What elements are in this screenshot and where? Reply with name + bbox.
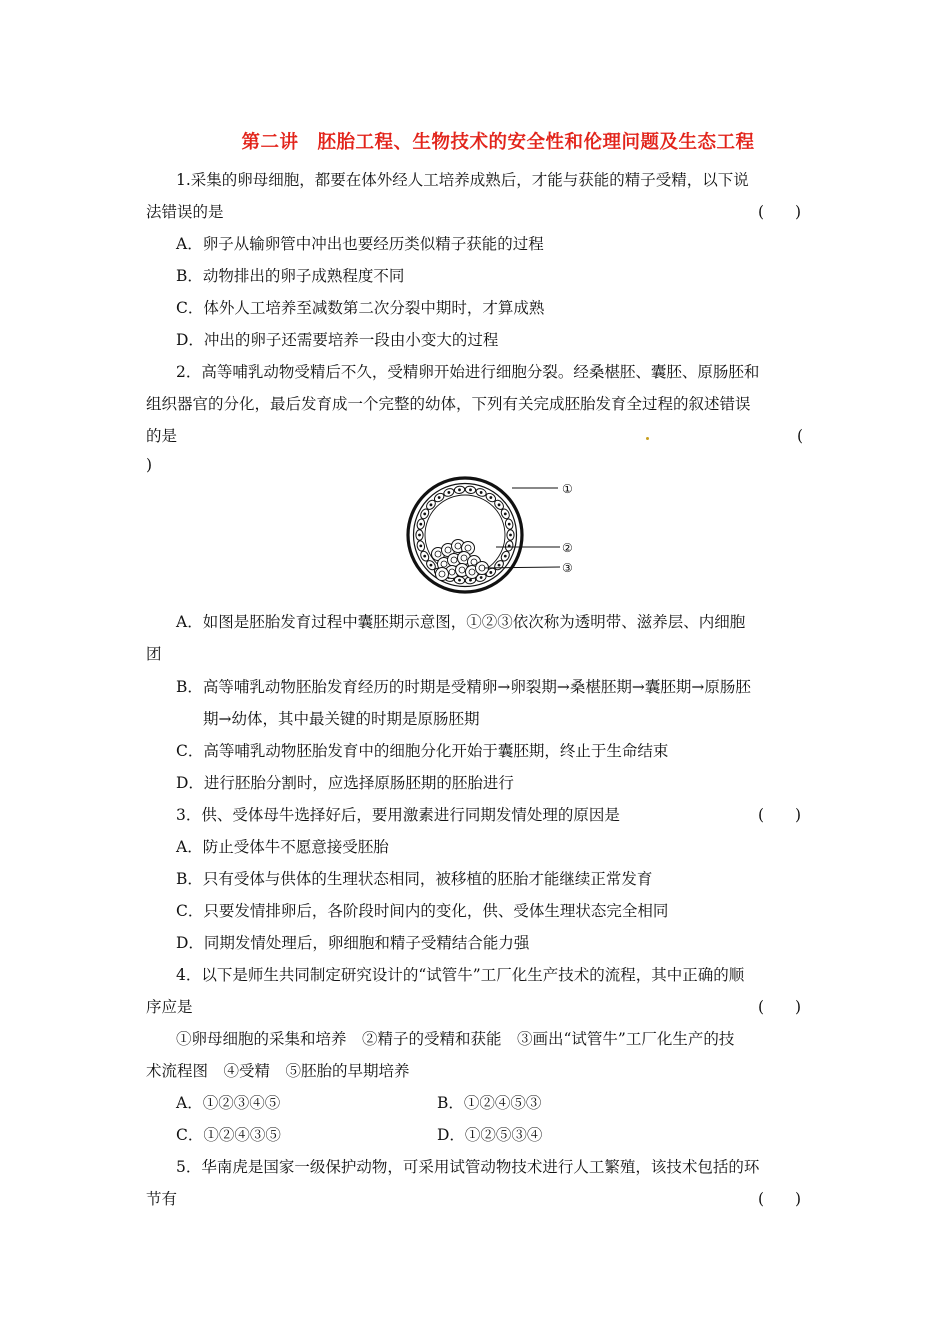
q3-option-c: C．只要发情排卵后，各阶段时间内的变化，供、受体生理状态完全相同 [176,902,669,920]
q1-option-c: C．体外人工培养至减数第二次分裂中期时，才算成熟 [176,299,545,317]
q2-option-b-line2: 期→幼体，其中最关键的时期是原肠胚期 [203,710,480,728]
figure-label-3: ③ [562,561,573,575]
trophoblast-cell [465,486,476,494]
q4-option-d: D．①②⑤③④ [437,1126,543,1144]
trophoblast-cell [504,540,513,552]
q5-answer-paren: ( ) [758,1190,802,1208]
trophoblast-cell [416,518,425,530]
trophoblast-cell [416,530,423,540]
q4-option-b: B．①②④⑤③ [437,1094,542,1112]
q3-answer-paren: ( ) [758,806,802,824]
inner-cell [436,568,449,581]
q2-paren-open: ( [797,427,804,445]
q4-stem-line2: 序应是 [146,998,193,1016]
page-title: 第二讲 胚胎工程、生物技术的安全性和伦理问题及生态工程 [241,132,755,153]
q2-stem-line2: 组织器官的分化，最后发育成一个完整的幼体，下列有关完成胚胎发育全过程的叙述错误 [146,395,751,413]
trophoblast-cell [443,487,455,497]
q1-stem-line2: 法错误的是 [146,203,224,221]
trophoblast-cell [416,540,425,552]
q3-option-a: A．防止受体牛不愿意接受胚胎 [176,838,389,856]
figure-label-1: ① [562,482,573,496]
q1-option-d: D．冲出的卵子还需要培养一段由小变大的过程 [176,331,499,349]
q4-option-c: C．①②④③⑤ [176,1126,281,1144]
q2-option-a-line1: A．如图是胚胎发育过程中囊胚期示意图，①②③依次称为透明带、滋养层、内细胞 [176,613,746,631]
q4-steps-line1: ①卵母细胞的采集和培养 ②精子的受精和获能 ③画出“试管牛”工厂化生产的技 [176,1030,735,1048]
blastocyst-figure [400,472,590,602]
q4-stem-line1: 4．以下是师生共同制定研究设计的“试管牛”工厂化生产技术的流程，其中正确的顺 [176,966,745,984]
q3-option-d: D．同期发情处理后，卵细胞和精子受精结合能力强 [176,934,530,952]
q1-option-a: A．卵子从输卵管中冲出也要经历类似精子获能的过程 [176,235,544,253]
q1-stem-line1: 1.采集的卵母细胞，都要在体外经人工培养成熟后，才能与获能的精子受精，以下说 [176,171,749,189]
q4-steps-line2: 术流程图 ④受精 ⑤胚胎的早期培养 [146,1062,410,1080]
q3-stem: 3．供、受体母牛选择好后，要用激素进行同期发情处理的原因是 [176,806,620,824]
q2-option-c: C．高等哺乳动物胚胎发育中的细胞分化开始于囊胚期，终止于生命结束 [176,742,669,760]
q1-answer-paren: ( ) [758,203,802,221]
figure-label-2: ② [562,541,573,555]
q2-stem-line3: 的是 [146,427,178,445]
q1-option-b: B．动物排出的卵子成熟程度不同 [176,267,405,285]
q2-stem-line1: 2．高等哺乳动物受精后不久，受精卵开始进行细胞分裂。经桑椹胚、囊胚、原肠胚和 [176,363,760,381]
trophoblast-cell [475,487,487,497]
q4-answer-paren: ( ) [758,998,802,1016]
q4-option-a: A．①②③④⑤ [176,1094,281,1112]
q2-option-d: D．进行胚胎分割时，应选择原肠胚期的胚胎进行 [176,774,514,792]
q5-stem-line2: 节有 [146,1190,178,1208]
q3-option-b: B．只有受体与供体的生理状态相同，被移植的胚胎才能继续正常发育 [176,870,653,888]
q2-option-b-line1: B．高等哺乳动物胚胎发育经历的时期是受精卵→卵裂期→桑椹胚期→囊胚期→原肠胚 [176,678,751,696]
q2-paren-close: ) [146,456,153,474]
stray-dot [646,437,649,440]
trophoblast-cell [507,530,514,540]
q5-stem-line1: 5．华南虎是国家一级保护动物，可采用试管动物技术进行人工繁殖，该技术包括的环 [176,1158,760,1176]
trophoblast-cell [504,518,513,530]
trophoblast-cell [454,486,465,494]
inner-cell-mass [432,540,489,581]
q2-option-a-line2: 团 [146,645,162,663]
